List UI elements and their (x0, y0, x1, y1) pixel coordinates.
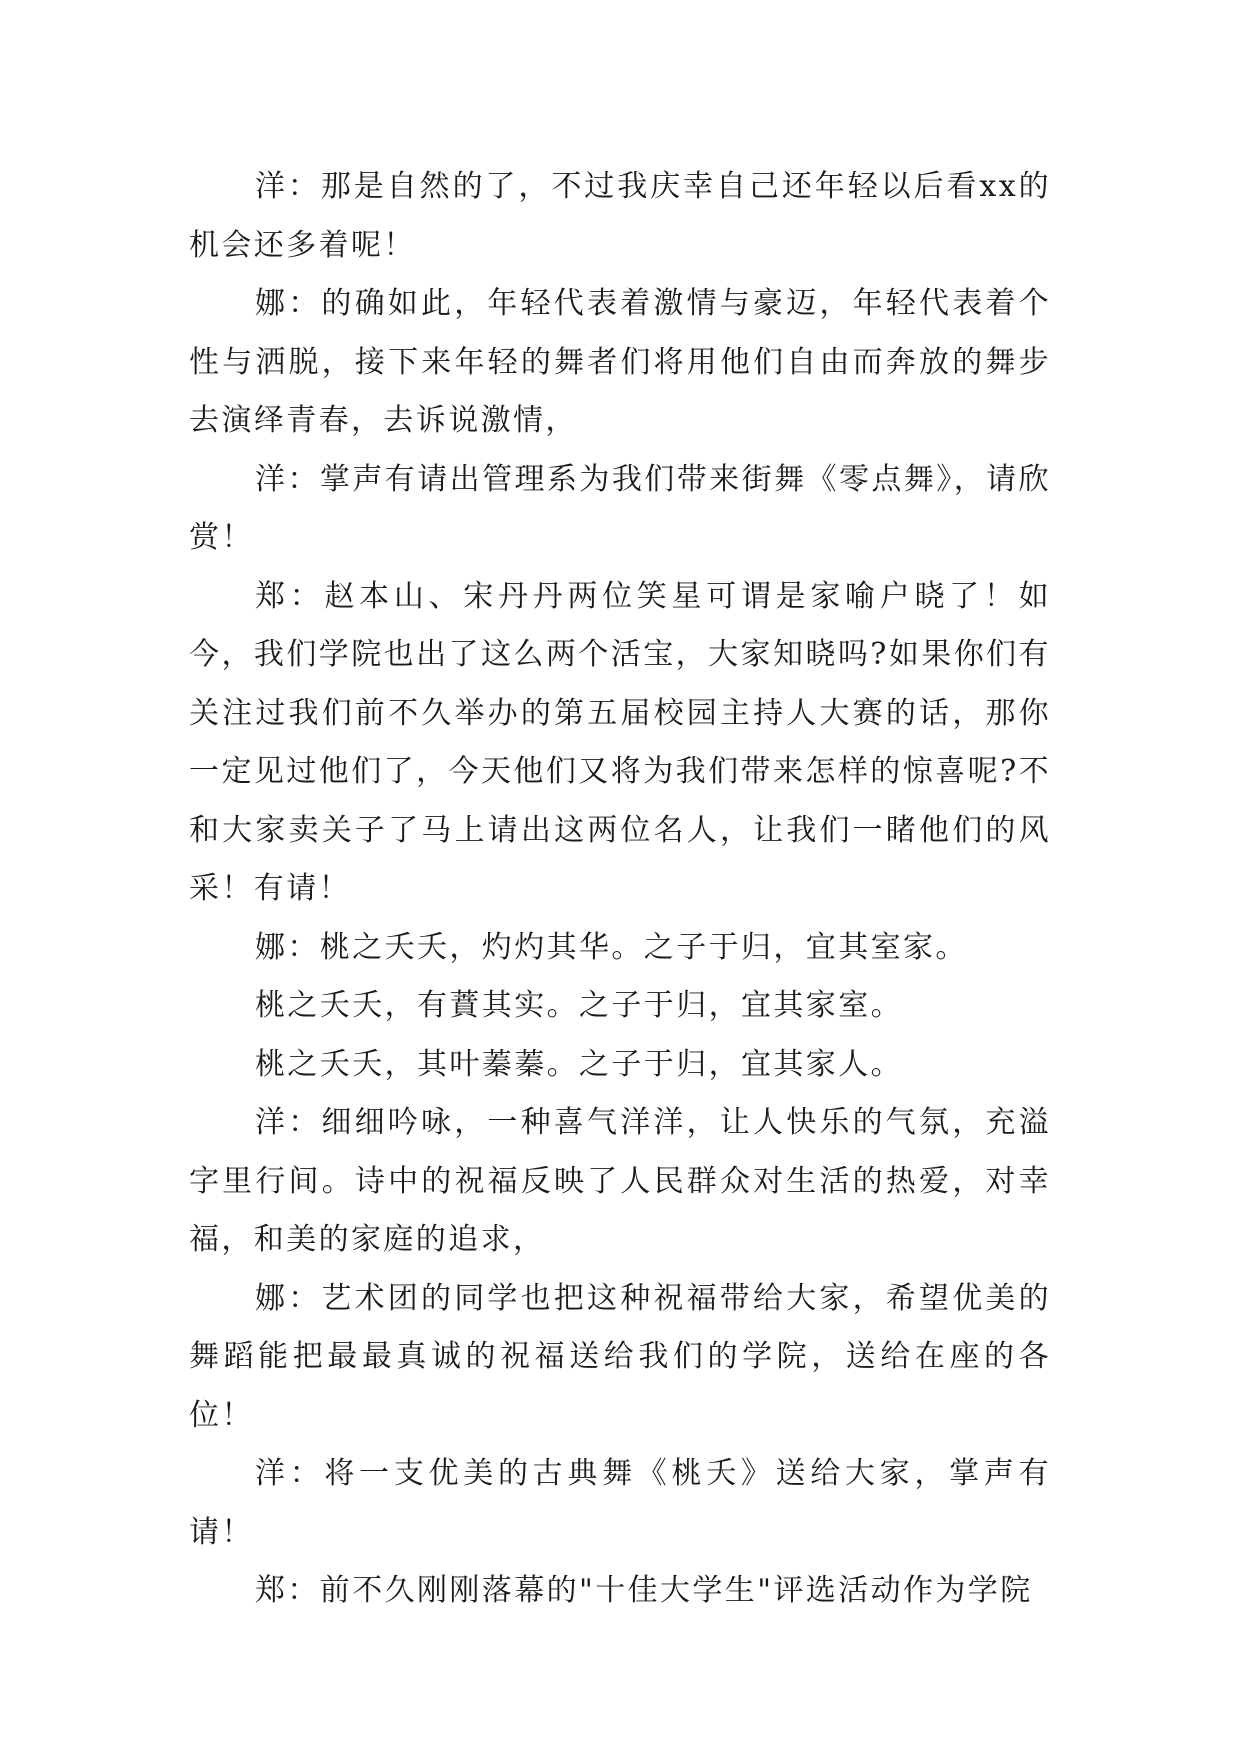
paragraph-1: 洋：那是自然的了，不过我庆幸自己还年轻以后看xx的机会还多着呢！ (189, 169, 1051, 263)
paragraph-11: 郑：前不久刚刚落幕的"十佳大学生"评选活动作为学院 (255, 1573, 1033, 1608)
paragraph-10: 洋：将一支优美的古典舞《桃夭》送给大家，掌声有请！ (189, 1456, 1051, 1550)
paragraph-3: 洋：掌声有请出管理系为我们带来街舞《零点舞》，请欣赏！ (189, 461, 1051, 555)
paragraph-5: 娜：桃之夭夭，灼灼其华。之子于归，宜其室家。 (255, 929, 968, 965)
paragraph-7: 桃之夭夭，其叶蓁蓁。之子于归，宜其家人。 (255, 1046, 903, 1082)
paragraph-8: 洋：细细吟咏，一种喜气洋洋，让人快乐的气氛，充溢字里行间。诗中的祝福反映了人民群众对生活的热爱，对幸福，和美的家庭的追求， (189, 1105, 1051, 1257)
paragraph-9: 娜：艺术团的同学也把这种祝福带给大家，希望优美的舞蹈能把最最真诚的祝福送给我们的学院，送给在座的各位！ (189, 1280, 1051, 1433)
paragraph-4: 郑：赵本山、宋丹丹两位笑星可谓是家喻户晓了！如今，我们学院也出了这么两个活宝，大家知晓吗?如果你们有关注过我们前不久举办的第五届校园主持人大赛的话，那你一定见过他们了，今天他们又将为我们带来怎样的惊喜呢?不和大家卖关子了马上请出这两位名人，让我们一睹他们的风采！有请！ (189, 578, 1051, 906)
document-body (189, 158, 1051, 1621)
paragraph-2: 娜：的确如此，年轻代表着激情与豪迈，年轻代表着个性与洒脱，接下来年轻的舞者们将用他们自由而奔放的舞步去演绎青春，去诉说激情， (189, 286, 1051, 438)
paragraph-6: 桃之夭夭，有蕡其实。之子于归，宜其家室。 (255, 988, 903, 1023)
